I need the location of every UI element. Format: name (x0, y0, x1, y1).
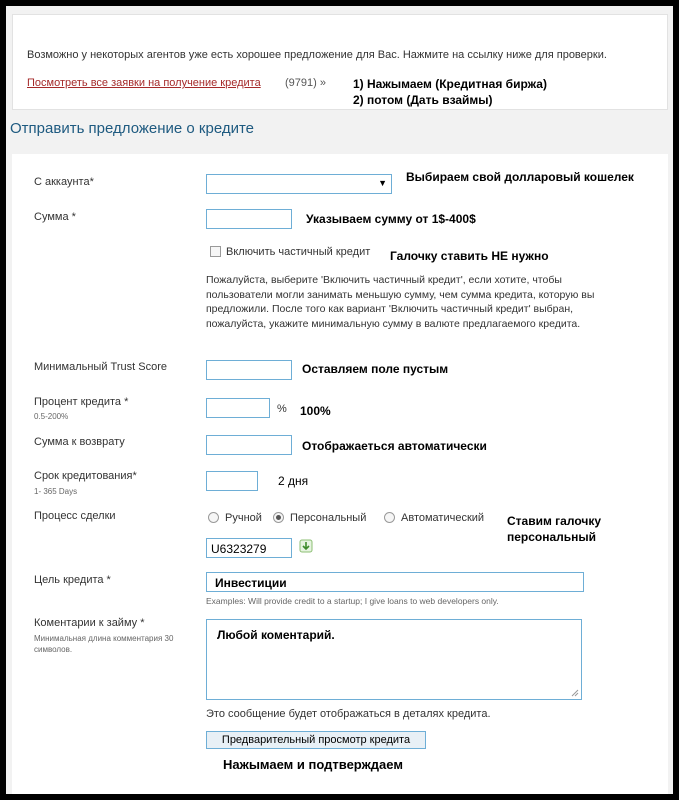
goal-examples: Examples: Will provide credit to a startup; I give loans to web developers only. (206, 596, 499, 606)
annotation-process-line1: Ставим галочку (507, 514, 601, 528)
partial-credit-label: Включить частичный кредит (226, 246, 371, 258)
partial-credit-help: Пожалуйста, выберите 'Включить частичный кредит', если хотите, чтобы пользователи могли занимать меньшую сумму, чем сумма кредита, которую вы предложили. После того как вариант 'Включить частичный кредит' выбран, пожалуйста, укажите минимальную сумму в валюте предлагаемого кредита. (206, 274, 595, 330)
percent-label: Процент кредита * (34, 396, 129, 408)
account-label: С аккаунта* (34, 176, 94, 188)
term-hint: 1- 365 Days (34, 487, 78, 496)
goal-input[interactable]: Инвестиции (206, 572, 584, 592)
process-option-personal: Персональный (290, 512, 367, 524)
percent-hint: 0.5-200% (34, 412, 69, 421)
annotation-amount: Указываем сумму от 1$-400$ (306, 212, 476, 226)
preview-loan-button[interactable]: Предварительный просмотр кредита (206, 731, 426, 749)
annotation-process-line2: персональный (507, 530, 597, 544)
annotation-step1: 1) Нажымаем (Кредитная биржа) (353, 77, 547, 91)
page (6, 6, 673, 794)
all-requests-link[interactable]: Посмотреть все заявки на получение кредита (27, 77, 261, 89)
notice-text: Возможно у некоторых агентов уже есть хорошее предложение для Вас. Нажмите на ссылку ниже для проверки. (27, 49, 607, 61)
annotation-percent: 100% (300, 404, 331, 418)
trust-score-label: Минимальный Trust Score (34, 361, 167, 373)
notice-panel (12, 14, 668, 110)
goal-label: Цель кредита * (34, 574, 111, 586)
annotation-return: Отображаеться автоматически (302, 439, 487, 453)
annotation-step2: 2) потом (Дать взаймы) (353, 93, 493, 107)
process-label: Процесс сделки (34, 510, 116, 522)
amount-label: Сумма * (34, 211, 76, 223)
annotation-partial: Галочку ставить НЕ нужно (390, 249, 549, 263)
annotation-term: 2 дня (278, 474, 309, 488)
annotation-wallet: Выбираем свой долларовый кошелек (406, 170, 634, 184)
percent-unit: % (277, 403, 287, 415)
annotation-trust: Оставляем поле пустым (302, 362, 449, 376)
resize-grip-icon[interactable] (571, 689, 579, 697)
comment-hint: Минимальная длина комментария 30 символов. (34, 634, 174, 654)
download-arrow-icon[interactable] (299, 539, 313, 553)
chevron-down-icon: ▼ (378, 178, 387, 188)
form-lower (12, 154, 668, 794)
return-amount-label: Сумма к возврату (34, 436, 125, 448)
wallet-id-field[interactable]: U6323279 (206, 538, 292, 558)
term-label: Срок кредитования* (34, 470, 137, 482)
comment-text: Любой коментарий. (217, 628, 335, 642)
process-option-manual: Ручной (225, 512, 262, 524)
process-option-automatic: Автоматический (401, 512, 485, 524)
comment-label: Коментарии к займу * (34, 617, 145, 629)
comment-note: Это сообщение будет отображаться в деталях кредита. (206, 708, 491, 720)
page-title: Отправить предложение о кредите (10, 120, 255, 137)
annotation-confirm: Нажымаем и подтверждаем (223, 757, 403, 772)
comment-textarea[interactable] (206, 619, 582, 700)
requests-count: (9791) » (285, 77, 326, 89)
